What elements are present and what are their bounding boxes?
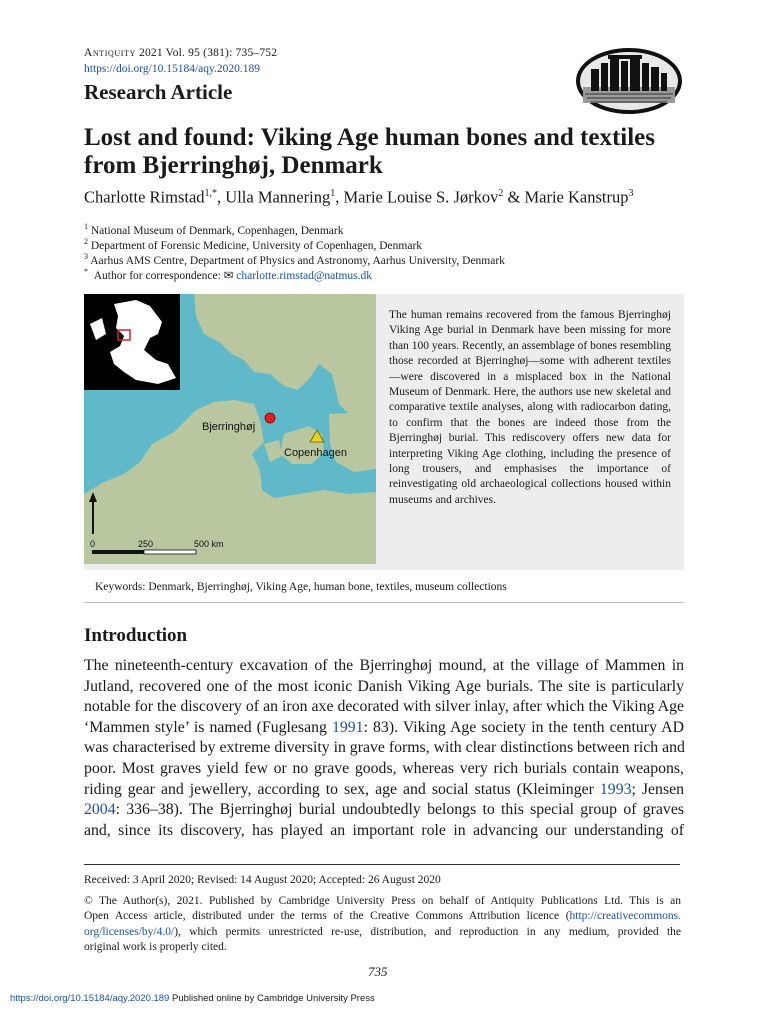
introduction-body bbox=[84, 656, 684, 841]
page-number: 735 bbox=[368, 964, 388, 979]
journal-name: Antiquity bbox=[84, 47, 136, 59]
scale-bar-black bbox=[92, 550, 144, 554]
license-line-3 bbox=[84, 925, 681, 940]
keywords: Keywords: Denmark, Bjerringhøj, Viking Age, human bone, textiles, museum collections bbox=[95, 581, 507, 593]
author-separator: , bbox=[335, 187, 344, 207]
body-line bbox=[84, 718, 684, 739]
body-line: notable for the discovery of an iron axe decorated with silver inlay, after which the Viking Age bbox=[84, 698, 684, 716]
author-affil-sup: 1,* bbox=[204, 188, 218, 199]
author-list bbox=[84, 184, 704, 208]
license-text: ), which permits unrestricted re-use, distribution, and reproduction in any medium, provided the bbox=[174, 925, 681, 938]
author-name: Ulla Mannering bbox=[225, 187, 331, 207]
body-line bbox=[84, 800, 684, 821]
license-text: Open Access article, distributed under the terms of the Creative Commons Attribution licence ( bbox=[84, 910, 570, 923]
citation-link[interactable]: 2004 bbox=[84, 801, 116, 819]
received-dates: Received: 3 April 2020; Revised: 14 August 2020; Accepted: 26 August 2020 bbox=[84, 874, 441, 886]
journal-citation bbox=[84, 47, 277, 59]
journal-volume-info: 2021 Vol. 95 (381): 735–752 bbox=[139, 47, 278, 59]
affiliation-sup: 3 bbox=[84, 252, 88, 261]
scale-label-0: 0 bbox=[90, 539, 96, 549]
license-line-4: original work is properly cited. bbox=[84, 941, 227, 954]
body-line: The nineteenth-century excavation of the Bjerringhøj mound, at the village of Mammen in bbox=[84, 657, 684, 674]
body-text-segment: ; Jensen bbox=[631, 780, 684, 798]
article-doi-link[interactable]: https://doi.org/10.15184/aqy.2020.189 bbox=[84, 63, 261, 75]
body-text-segment: : 336–38). The Bjerringhøj burial undoubtedly belongs to this special group of graves bbox=[115, 801, 684, 819]
keywords-divider bbox=[84, 602, 684, 603]
author-affil-sup: 2 bbox=[498, 188, 504, 199]
page-footer bbox=[10, 993, 375, 1004]
license-statement bbox=[84, 894, 681, 956]
correspondence-sup: * bbox=[84, 267, 88, 276]
envelope-icon: ✉ bbox=[223, 269, 234, 282]
map-label-copenhagen: Copenhagen bbox=[284, 447, 348, 459]
license-line-1: © The Author(s), 2021. Published by Cambridge University Press on behalf of Antiquity Publications Ltd. This is an bbox=[84, 895, 681, 907]
article-title bbox=[84, 124, 704, 180]
body-line bbox=[84, 780, 684, 801]
correspondence-line bbox=[84, 265, 704, 283]
footer-text: Published online by Cambridge University Press bbox=[169, 993, 375, 1004]
footer-doi-link[interactable]: https://doi.org/10.15184/aqy.2020.189 bbox=[10, 993, 170, 1004]
license-link[interactable]: http://creativecommons. bbox=[569, 910, 681, 923]
author-name: Marie Louise S. Jørkov bbox=[343, 187, 499, 207]
title-line-1: Lost and found: Viking Age human bones and textiles bbox=[84, 124, 655, 151]
scale-label-250: 250 bbox=[138, 539, 154, 549]
author-affil-sup: 1 bbox=[330, 188, 336, 199]
body-text-segment: : 83). Viking Age society in the tenth century AD bbox=[363, 718, 684, 736]
affiliation-text: Department of Forensic Medicine, University of Copenhagen, Denmark bbox=[90, 239, 423, 252]
author-name: Marie Kanstrup bbox=[524, 187, 629, 207]
body-line: and, since its discovery, has played an important role in advancing our understanding of bbox=[84, 821, 684, 839]
antiquity-logo-icon bbox=[575, 47, 683, 115]
license-line-2 bbox=[84, 909, 681, 924]
map-label-bjerringhoj: Bjerringhøj bbox=[202, 421, 256, 433]
title-line-2: from Bjerringhøj, Denmark bbox=[84, 152, 383, 179]
affiliation-sup: 1 bbox=[84, 222, 88, 231]
scale-bar-white bbox=[144, 550, 196, 554]
location-map bbox=[84, 294, 376, 564]
affiliation-sup: 2 bbox=[84, 237, 88, 246]
correspondence-email-link[interactable]: charlotte.rimstad@natmus.dk bbox=[236, 269, 373, 282]
body-line: was characterised by extreme diversity in grave forms, with clear distinctions between rich and bbox=[84, 739, 685, 757]
author-name: Charlotte Rimstad bbox=[84, 187, 205, 207]
author-separator: & bbox=[503, 187, 525, 207]
body-text-segment: ‘Mammen style’ is named (Fuglesang bbox=[84, 718, 332, 736]
introduction-heading: Introduction bbox=[84, 625, 188, 646]
citation-link[interactable]: 1993 bbox=[599, 780, 632, 798]
bjerringhoj-marker bbox=[265, 413, 275, 423]
affiliation-text: Aarhus AMS Centre, Department of Physics and Astronomy, Aarhus University, Denmark bbox=[90, 254, 505, 267]
body-line: poor. Most graves yield few or no grave goods, whereas very rich burials contain weapons, bbox=[84, 759, 684, 777]
footnote-divider bbox=[84, 864, 680, 865]
body-line: Jutland, recovered one of the most iconic Danish Viking Age burials. The site is particularly bbox=[84, 677, 684, 695]
scale-label-500: 500 km bbox=[194, 539, 224, 549]
author-affil-sup: 3 bbox=[628, 188, 634, 199]
abstract-text: The human remains recovered from the famous Bjerringhøj Viking Age burial in Denmark have been missing for more than 100 years. Recently, an assemblage of bones resembling those recorded at Bjerringhøj—some with adherent textiles—were discovered in a misplaced box in the National Museum of Denmark. Here, the authors use new skeletal and comparative textile analyses, along with radiocarbon dating, to confirm that the bones are indeed those from the Bjerringhøj burial. This rediscovery offers new data for interpreting Viking Age clothing, including the presence of long trousers, and emphasises the importance of reinvestigating old archaeological collections housed within museums and archives. bbox=[389, 309, 671, 506]
citation-link[interactable]: 1991 bbox=[331, 718, 364, 736]
affiliation-text: National Museum of Denmark, Copenhagen, Denmark bbox=[90, 224, 344, 237]
license-link-cont[interactable]: org/licenses/by/4.0/ bbox=[84, 925, 175, 938]
article-type: Research Article bbox=[84, 80, 233, 104]
body-text-segment: riding gear and jewellery, according to sex, age and social status (Kleiminger bbox=[84, 780, 600, 798]
author-separator: , bbox=[217, 187, 226, 207]
correspondence-label: Author for correspondence: bbox=[93, 269, 221, 282]
